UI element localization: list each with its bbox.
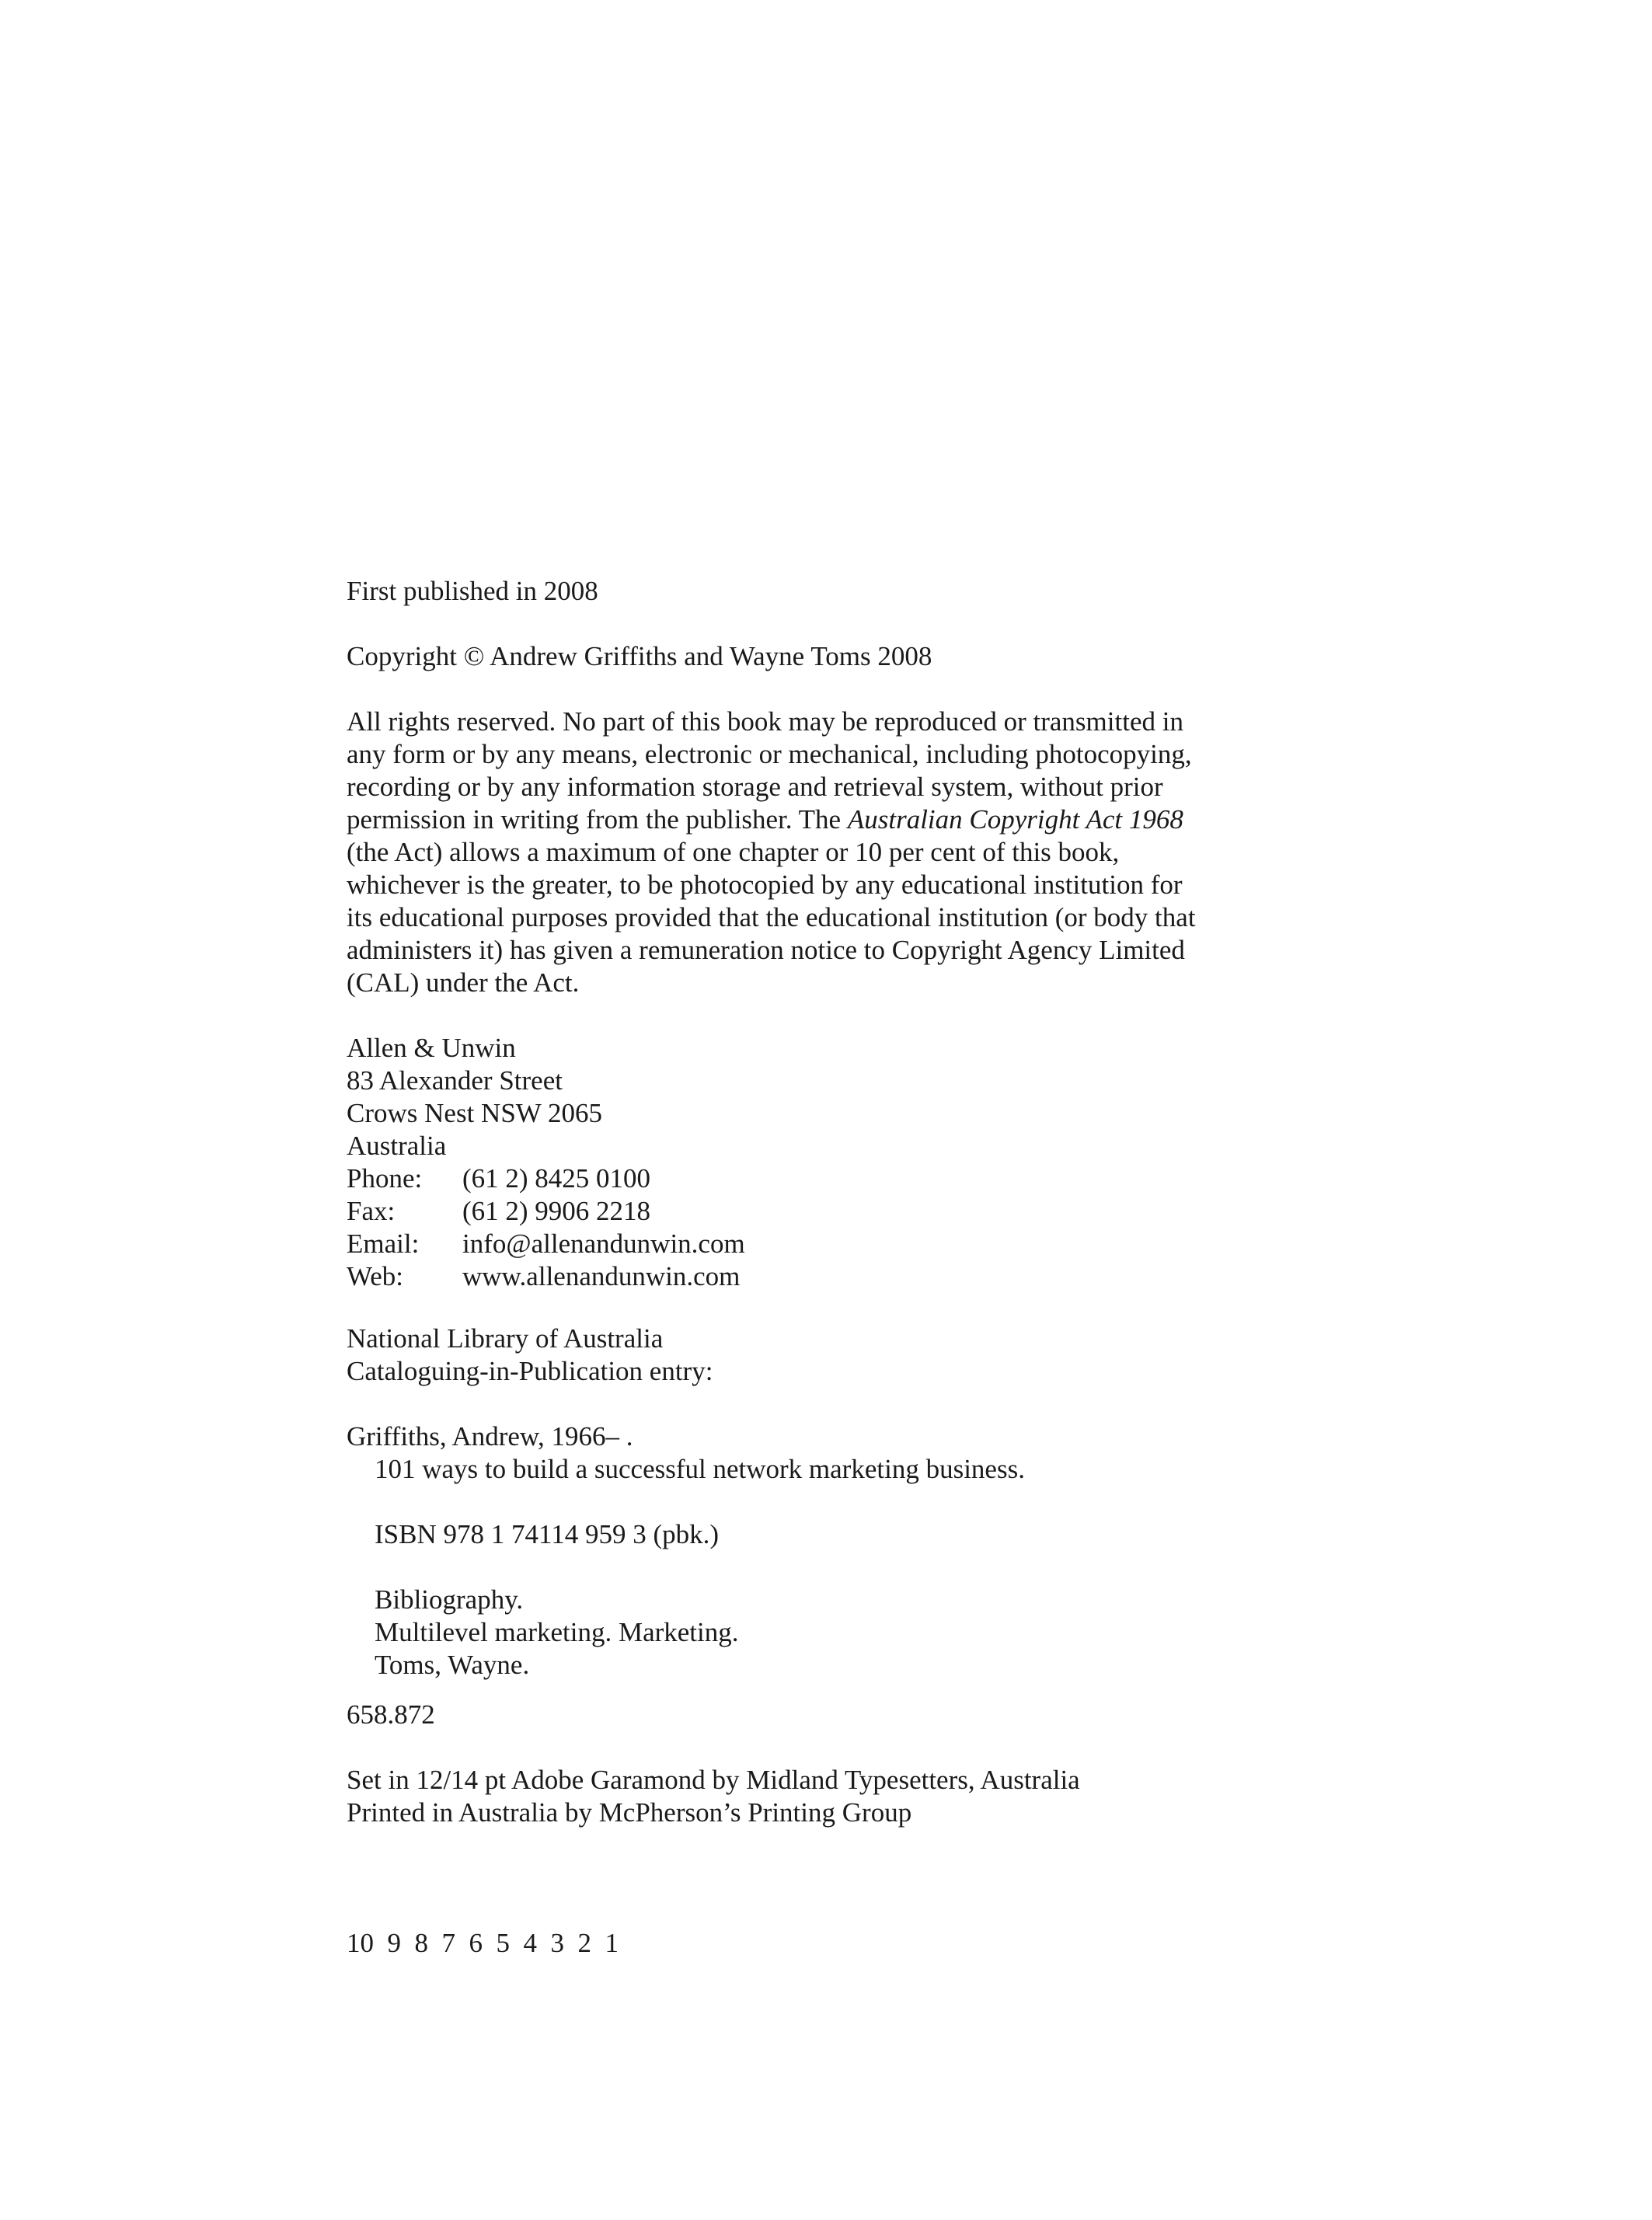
phone-value: (61 2) 8425 0100 bbox=[462, 1163, 651, 1194]
entry-isbn: ISBN 978 1 74114 959 3 (pbk.) bbox=[375, 1519, 720, 1549]
phone-row bbox=[347, 1162, 745, 1195]
rights-line: recording or by any information storage and retrieval system, without prior bbox=[347, 772, 1163, 802]
dewey-number bbox=[347, 1699, 435, 1731]
copyright-text: Copyright © Andrew Griffiths and Wayne Toms 2008 bbox=[347, 641, 932, 671]
rights-line: (the Act) allows a maximum of one chapter or 10 per cent of this book, bbox=[347, 837, 1120, 867]
production-credits bbox=[347, 1764, 1080, 1829]
cip-heading bbox=[347, 1323, 713, 1388]
email-row bbox=[347, 1228, 745, 1260]
entry-subject: Bibliography. bbox=[375, 1584, 524, 1615]
entry-title: 101 ways to build a successful network marketing business. bbox=[375, 1454, 1025, 1484]
entry-subject: Toms, Wayne. bbox=[375, 1650, 530, 1680]
rights-line: any form or by any means, electronic or mechanical, including photocopying, bbox=[347, 739, 1192, 769]
first-published-text: First published in 2008 bbox=[347, 576, 598, 606]
publisher-street: 83 Alexander Street bbox=[347, 1065, 563, 1096]
email-label: Email: bbox=[347, 1228, 420, 1259]
print-line bbox=[347, 1862, 619, 2025]
entry-isbn-block bbox=[347, 1518, 719, 1551]
rights-line: (CAL) under the Act. bbox=[347, 967, 580, 998]
publisher-name: Allen & Unwin bbox=[347, 1033, 516, 1063]
rights-line: All rights reserved. No part of this book may be reproduced or transmitted in bbox=[347, 706, 1183, 737]
first-published bbox=[347, 575, 598, 608]
copyright-notice bbox=[347, 640, 932, 673]
act-title: Australian Copyright Act 1968 bbox=[847, 804, 1183, 835]
cip-line: Cataloguing-in-Publication entry: bbox=[347, 1356, 713, 1386]
entry-subject: Multilevel marketing. Marketing. bbox=[375, 1617, 739, 1647]
print-line-numbers: 10 9 8 7 6 5 4 3 2 1 bbox=[347, 1928, 619, 1958]
dewey-text: 658.872 bbox=[347, 1699, 435, 1730]
publisher-address bbox=[347, 1032, 745, 1293]
web-label: Web: bbox=[347, 1261, 403, 1291]
email-value: info@allenandunwin.com bbox=[462, 1228, 745, 1259]
typeset-credit: Set in 12/14 pt Adobe Garamond by Midland Typesetters, Australia bbox=[347, 1765, 1080, 1795]
entry-author: Griffiths, Andrew, 1966– . bbox=[347, 1421, 633, 1452]
rights-line: whichever is the greater, to be photocopied by any educational institution for bbox=[347, 870, 1183, 900]
printer-credit: Printed in Australia by McPherson’s Printing Group bbox=[347, 1797, 912, 1828]
cip-line: National Library of Australia bbox=[347, 1323, 664, 1354]
rights-line: administers it) has given a remuneration notice to Copyright Agency Limited bbox=[347, 935, 1185, 965]
web-row bbox=[347, 1260, 745, 1293]
web-value: www.allenandunwin.com bbox=[462, 1261, 741, 1291]
fax-value: (61 2) 9906 2218 bbox=[462, 1196, 651, 1226]
phone-label: Phone: bbox=[347, 1163, 423, 1194]
rights-line-prefix: permission in writing from the publisher. The bbox=[347, 804, 848, 835]
entry-subjects bbox=[347, 1584, 739, 1682]
publisher-country: Australia bbox=[347, 1131, 447, 1161]
publisher-city: Crows Nest NSW 2065 bbox=[347, 1098, 602, 1128]
rights-paragraph bbox=[347, 706, 1196, 999]
fax-label: Fax: bbox=[347, 1196, 396, 1226]
rights-line bbox=[347, 803, 1196, 836]
rights-line: its educational purposes provided that the educational institution (or body that bbox=[347, 902, 1196, 932]
catalogue-entry bbox=[347, 1420, 1025, 1486]
fax-row bbox=[347, 1195, 745, 1228]
